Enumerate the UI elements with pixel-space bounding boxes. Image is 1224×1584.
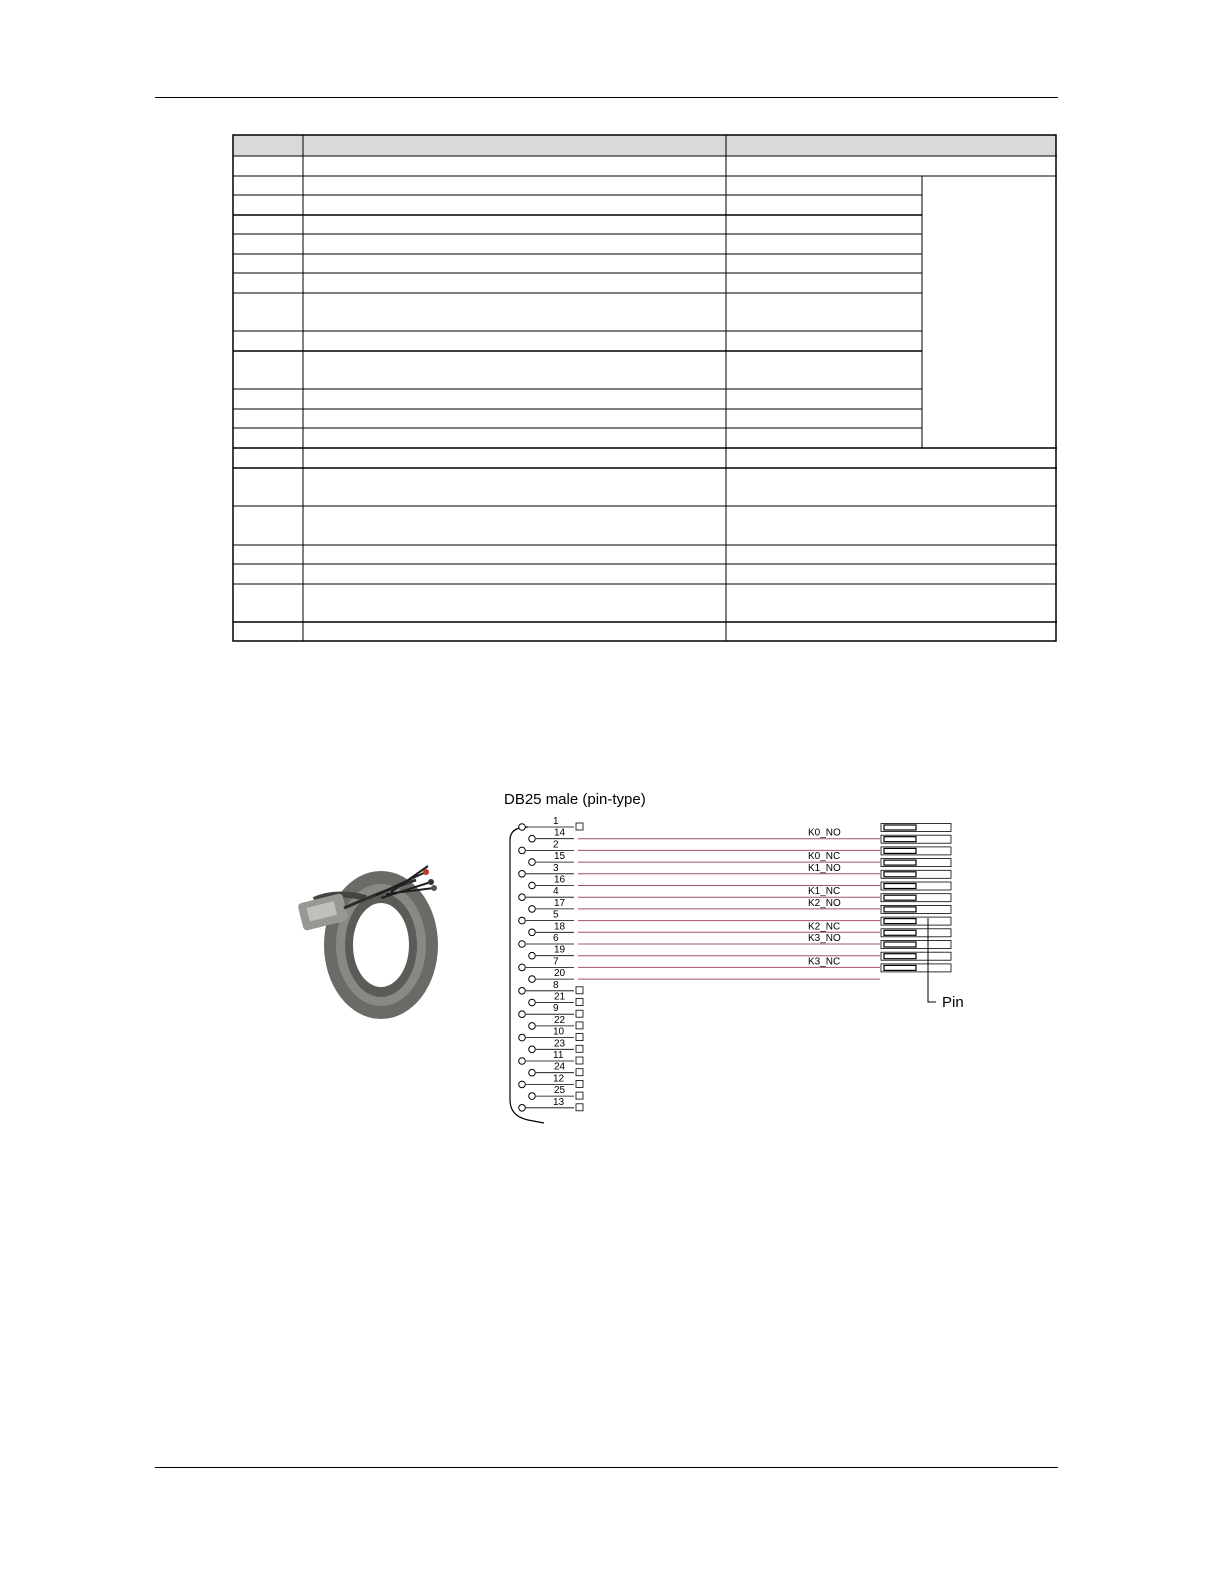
terminal-pin — [881, 941, 951, 949]
pin-end-square — [576, 1045, 583, 1052]
pin-hole — [529, 1046, 536, 1053]
pin-hole — [529, 1069, 536, 1076]
terminal-pin — [881, 964, 951, 972]
pin-number: 4 — [553, 886, 559, 898]
pin-hole — [529, 999, 536, 1006]
pin-number: 9 — [553, 1003, 559, 1015]
pin-hole — [529, 952, 536, 959]
pin-number: 16 — [554, 874, 566, 886]
pin-number: 13 — [553, 1096, 565, 1108]
footer-rule — [155, 1467, 1058, 1468]
wire-labels — [808, 828, 841, 968]
pin-number: 10 — [553, 1026, 565, 1038]
pin-row — [519, 1003, 583, 1017]
wire-label: K2_NO — [808, 897, 841, 909]
pin-row — [519, 933, 574, 947]
pin-end-square — [576, 987, 583, 994]
diagram-title: DB25 male (pin-type) — [504, 791, 646, 808]
pin-hole — [519, 1081, 526, 1088]
pin-hole — [519, 1058, 526, 1065]
pin-row — [529, 968, 574, 982]
pin-hole — [529, 882, 536, 889]
terminal-pin — [881, 824, 951, 832]
terminal-pin — [881, 894, 951, 902]
connector-pin-rows — [519, 816, 583, 1111]
pin-row — [529, 875, 574, 889]
pin-number: 1 — [553, 816, 559, 827]
wire-label: K1_NO — [808, 862, 841, 874]
pin-end-square — [576, 1092, 583, 1099]
pin-number: 6 — [553, 933, 559, 944]
terminal-pin — [881, 952, 951, 960]
pin-hole — [519, 1011, 526, 1018]
table-outline — [233, 135, 1056, 641]
table-row-lines — [233, 156, 1057, 622]
pin-end-square — [576, 823, 583, 830]
pin-hole — [529, 976, 536, 983]
pin-end-square — [576, 1069, 583, 1076]
pin-number: 7 — [553, 956, 559, 968]
terminal-pin — [881, 835, 951, 843]
terminal-pin — [881, 929, 951, 937]
pin-number: 21 — [554, 991, 566, 1003]
wire-label: K0_NO — [808, 827, 841, 839]
pin-end-square — [576, 1022, 583, 1029]
terminal-pin — [881, 917, 951, 925]
pin-number: 18 — [554, 921, 566, 933]
pin-row — [529, 945, 574, 959]
pin-number: 2 — [553, 839, 559, 851]
pin-hole — [529, 929, 536, 936]
pin-row — [519, 1097, 583, 1111]
pin-number: 5 — [553, 909, 559, 921]
pin-row — [519, 956, 574, 970]
pin-hole — [519, 964, 526, 971]
table-header-row — [233, 135, 1056, 156]
cable-diagram-area — [296, 780, 976, 1130]
pin-number: 8 — [553, 979, 559, 991]
pin-number: 15 — [554, 851, 566, 863]
pin-number: 12 — [553, 1073, 565, 1085]
pin-hole — [519, 1034, 526, 1041]
pin-hole — [519, 941, 526, 948]
table-column-lines — [303, 135, 922, 641]
pin-end-square — [576, 1057, 583, 1064]
pin-end-square — [576, 1104, 583, 1111]
terminal-pin — [881, 859, 951, 867]
pin-row — [519, 1050, 583, 1064]
terminal-pin — [881, 847, 951, 855]
terminal-pin — [881, 905, 951, 913]
wire-label: K3_NC — [808, 956, 841, 968]
pin-row — [519, 886, 574, 900]
pin-row — [519, 816, 583, 830]
wire-label: K3_NO — [808, 933, 841, 944]
pin-row — [519, 980, 583, 994]
pin-hole — [529, 1023, 536, 1030]
spec-table — [232, 134, 1058, 644]
pin-number: 25 — [554, 1085, 566, 1097]
wire-label: K2_NC — [808, 921, 841, 933]
pin-number: 24 — [554, 1061, 566, 1073]
pin-hole — [529, 906, 536, 913]
pin-number: 19 — [554, 944, 566, 956]
pin-hole — [529, 835, 536, 842]
pin-row — [519, 910, 574, 924]
terminal-pin — [881, 882, 951, 890]
pin-number: 14 — [554, 827, 566, 839]
db25-wiring-diagram — [296, 780, 976, 1125]
cable-photo — [297, 866, 438, 1019]
db25-connector-outline — [510, 827, 544, 1123]
pin-number: 3 — [553, 862, 559, 874]
wire-label: K0_NC — [808, 851, 841, 863]
pin-row — [529, 828, 574, 842]
pin-callout-label: Pin — [942, 994, 964, 1011]
pin-hole — [519, 917, 526, 924]
header-rule — [155, 97, 1058, 98]
pin-hole — [519, 871, 526, 878]
pin-row — [529, 921, 574, 935]
pin-end-square — [576, 1034, 583, 1041]
pin-number: 11 — [553, 1050, 564, 1061]
wire-label: K1_NC — [808, 886, 841, 898]
pin-hole — [519, 894, 526, 901]
pin-row — [529, 898, 574, 912]
pin-row — [529, 851, 574, 865]
pin-row — [519, 1027, 583, 1041]
pin-end-square — [576, 1080, 583, 1087]
pin-hole — [529, 859, 536, 866]
pin-hole — [529, 1093, 536, 1100]
pin-row — [519, 863, 574, 877]
pin-hole — [519, 824, 526, 831]
pin-hole — [519, 847, 526, 854]
pin-row — [519, 1073, 583, 1087]
pin-terminals — [881, 824, 951, 972]
terminal-pin — [881, 870, 951, 878]
pin-end-square — [576, 999, 583, 1006]
pin-number: 20 — [554, 968, 566, 980]
pin-number: 23 — [554, 1038, 566, 1050]
pin-number: 17 — [554, 897, 566, 909]
pin-hole — [519, 988, 526, 995]
pin-number: 22 — [554, 1014, 566, 1026]
pin-end-square — [576, 1010, 583, 1017]
pin-hole — [519, 1105, 526, 1112]
pin-row — [519, 839, 574, 853]
